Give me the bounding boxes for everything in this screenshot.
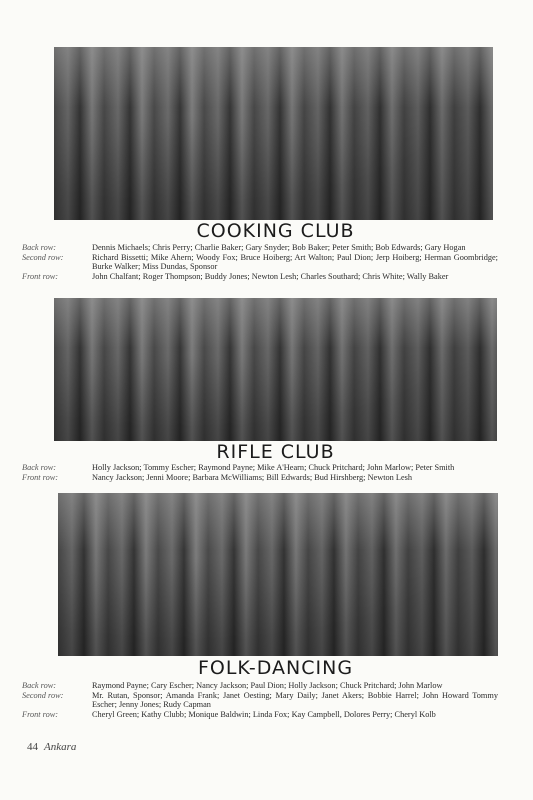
row-names: Richard Bissetti; Mike Ahern; Woody Fox; Bruce Hoiberg; Art Walton; Paul Dion; Jerp Hoiberg; Herman Goombridge; Burke Walker; Miss Dundas, Sponsor [92,252,498,272]
caption-row [22,691,498,710]
row-names: Dennis Michaels; Chris Perry; Charlie Baker; Gary Snyder; Bob Baker; Peter Smith; Bob Edwards; Gary Hogan [92,243,466,252]
row-label: Back row: [22,463,57,472]
row-names: Cheryl Green; Kathy Clubb; Monique Baldwin; Linda Fox; Kay Campbell, Dolores Perry; Cheryl Kolb [92,709,436,719]
row-label: Front row: [22,271,59,281]
row-label: Second row: [22,690,64,700]
row-names: John Chalfant; Roger Thompson; Buddy Jones; Newton Lesh; Charles Southard; Chris White; Wally Baker [92,271,449,281]
row-label: Back row: [22,243,57,252]
row-label: Front row: [22,709,59,719]
book-name: Ankara [44,741,77,753]
caption-row [22,243,498,253]
row-label: Second row: [22,252,64,262]
rifle-club-caption [22,463,498,482]
folk-dancing-caption [22,681,498,719]
row-names: Nancy Jackson; Jenni Moore; Barbara McWilliams; Bill Edwards; Bud Hirshberg; Newton Lesh [92,472,413,482]
row-names: Mr. Rutan, Sponsor; Amanda Frank; Janet Oesting; Mary Daily; Janet Akers; Bobbie Harrel; John Howard Tommy Escher; Jenny Jones; Rudy Capman [92,690,498,710]
cooking-club-title: COOKING CLUB [196,220,355,242]
caption-row [22,710,498,720]
folk-dancing-photo [58,493,498,656]
caption-row [22,463,498,473]
caption-row [22,681,498,691]
caption-row [22,473,498,483]
cooking-club-photo [54,47,493,220]
caption-row [22,272,498,282]
row-label: Back row: [22,681,57,690]
cooking-club-caption [22,243,498,281]
row-names: Raymond Payne; Cary Escher; Nancy Jackson; Paul Dion; Holly Jackson; Chuck Pritchard; John Marlow [92,681,443,690]
row-label: Front row: [22,472,59,482]
row-names: Holly Jackson; Tommy Escher; Raymond Payne; Mike A'Hearn; Chuck Pritchard; John Marlow; Peter Smith [92,463,455,472]
rifle-club-photo [54,298,497,441]
page-footer [27,741,76,753]
page-number: 44 [27,741,38,753]
folk-dancing-title: FOLK-DANCING [197,657,354,679]
caption-row [22,253,498,272]
rifle-club-title: RIFLE CLUB [216,441,335,463]
